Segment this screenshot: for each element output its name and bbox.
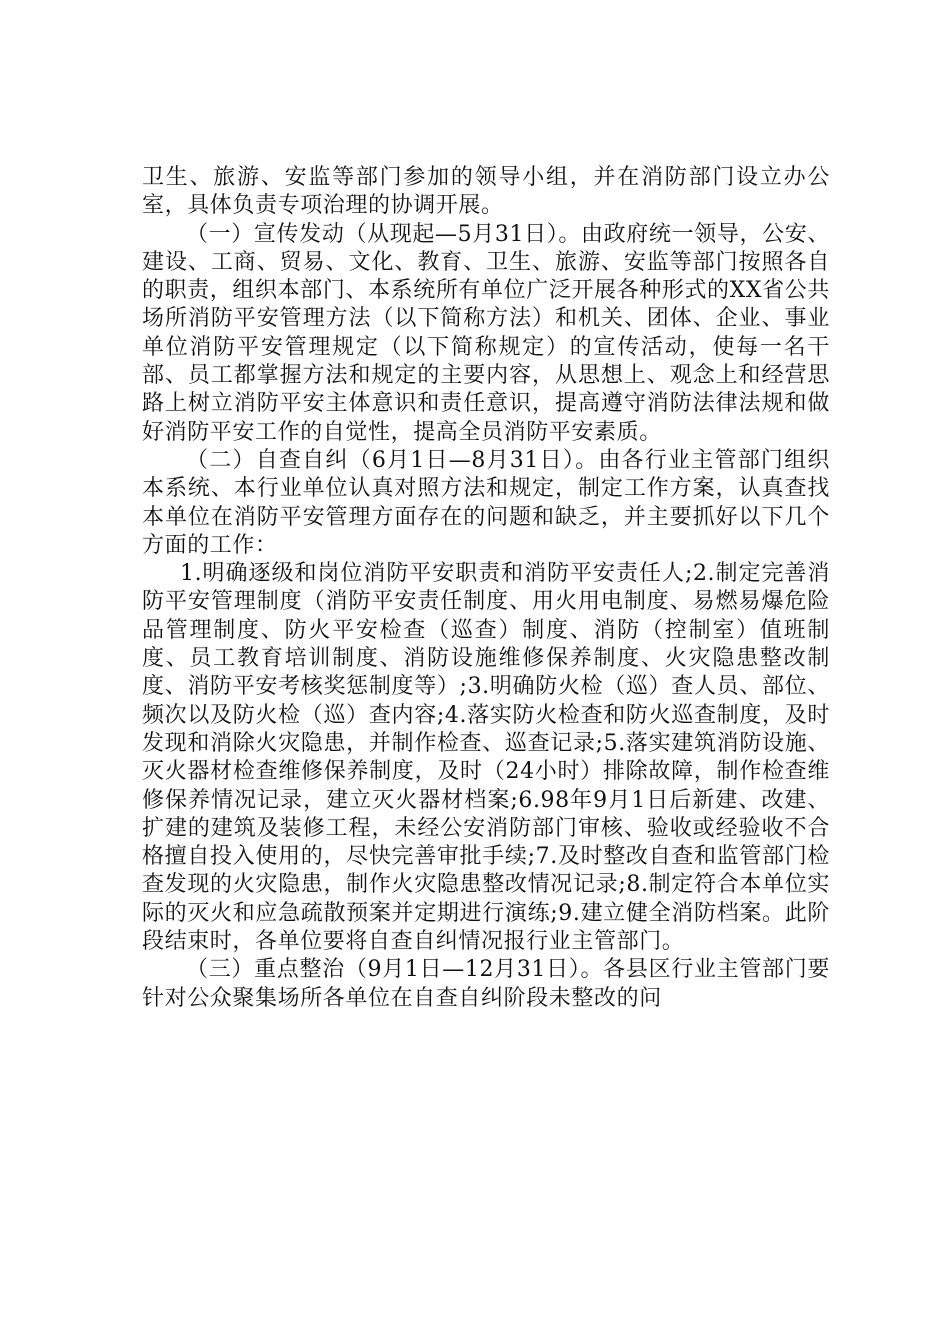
paragraph-publicity: （一）宣传发动（从现起—5月31日）。由政府统一领导，公安、建设、工商、贸易、文化、教育、卫生、旅游、安监等部门按照各自的职责，组织本部门、本系统所有单位广泛开展各种形式的XX省公共场所消防平安管理方法（以下简称方法）和机关、团体、企业、事业单位消防平安管理规定（以下简称规定）的宣传活动，使每一名干部、员工都掌握方法和规定的主要内容，从思想上、观念上和经营思路上树立消防平安主体意识和责任意识，提高遵守消防法律法规和做好消防平安工作的自觉性，提高全员消防平安素质。 (142, 221, 830, 445)
document-body (142, 164, 830, 1013)
paragraph-self-inspection: （二）自查自纠（6月1日—8月31日）。由各行业主管部门组织本系统、本行业单位认真对照方法和规定，制定工作方案，认真查找本单位在消防平安管理方面存在的问题和缺乏，并主要抓好以下几个方面的工作： (142, 447, 830, 558)
paragraph-key-rectification: （三）重点整治（9月1日—12月31日）。各县区行业主管部门要针对公众聚集场所各单位在自查自纠阶段未整改的问 (142, 957, 830, 1011)
paragraph-task-list: 1.明确逐级和岗位消防平安职责和消防平安责任人;2.制定完善消防平安管理制度（消防平安责任制度、用火用电制度、易燃易爆危险品管理制度、防火平安检查（巡查）制度、消防（控制室）值班制度、员工教育培训制度、消防设施维修保养制度、火灾隐患整改制度、消防平安考核奖惩制度等）;3.明确防火检（巡）查人员、部位、频次以及防火检（巡）查内容;4.落实防火检查和防火巡查制度，及时发现和消除火灾隐患，并制作检查、巡查记录;5.落实建筑消防设施、灭火器材检查维修保养制度，及时（24小时）排除故障，制作检查维修保养情况记录，建立灭火器材档案;6.98年9月1日后新建、改建、扩建的建筑及装修工程，未经公安消防部门审核、验收或经验收不合格擅自投入使用的，尽快完善审批手续;7.及时整改自查和监管部门检查发现的火灾隐患，制作火灾隐患整改情况记录;8.制定符合本单位实际的灭火和应急疏散预案并定期进行演练;9.建立健全消防档案。此阶段结束时，各单位要将自查自纠情况报行业主管部门。 (142, 561, 830, 955)
paragraph-continuation: 卫生、旅游、安监等部门参加的领导小组，并在消防部门设立办公室，具体负责专项治理的协调开展。 (142, 165, 830, 219)
